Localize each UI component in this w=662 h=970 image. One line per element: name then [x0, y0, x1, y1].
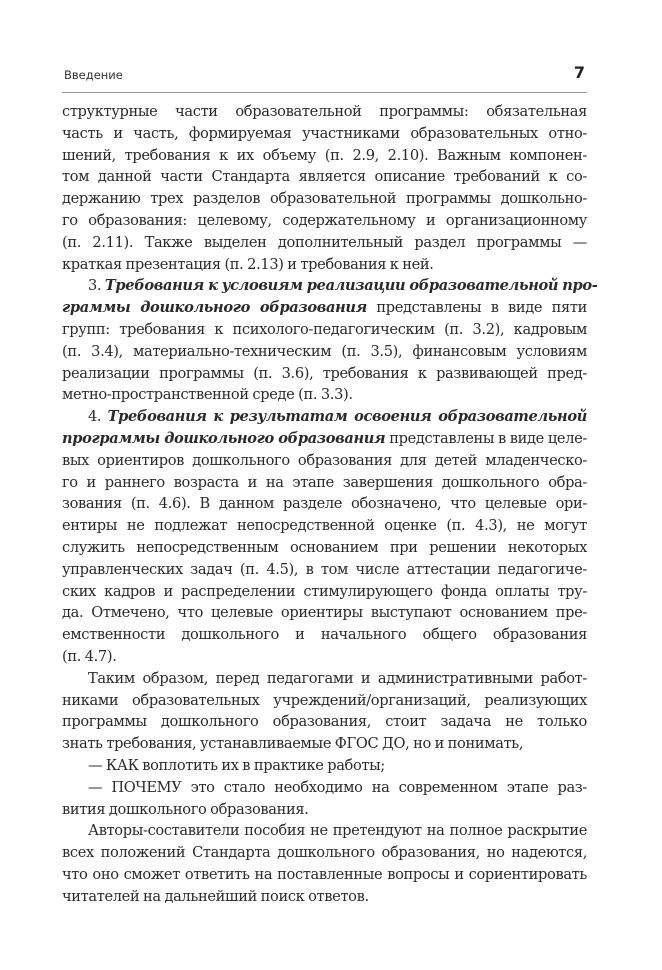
- text-line: [62, 711, 587, 733]
- text-segment: 3.: [88, 277, 105, 295]
- text-line: [62, 275, 598, 297]
- text-segment: емственности дошкольного и начального общего образования: [62, 626, 587, 644]
- text-line: [62, 472, 587, 494]
- text-segment: представлены в виде пяти: [366, 299, 587, 317]
- text-segment: групп: требования к психолого-педагогическим (п. 3.2), кадровым: [62, 320, 587, 338]
- emphasized-text: Требования к результатам освоения образовательной: [107, 408, 587, 426]
- text-line: [62, 297, 587, 319]
- text-line: [62, 493, 587, 515]
- text-segment: реализации программы (п. 3.6), требования к развивающей пред-: [62, 364, 587, 382]
- text-segment: том данной части Стандарта является описание требований к со-: [62, 168, 587, 186]
- text-segment: управленческих задач (п. 4.5), в том числе аттестации педагогиче-: [62, 560, 587, 578]
- text-line: [62, 777, 587, 799]
- text-segment: всех положений Стандарта дошкольного образования, но надеются,: [62, 844, 587, 862]
- text-segment: что оно сможет ответить на поставленные вопросы и сориентировать: [62, 865, 587, 883]
- text-segment: (п. 2.11). Также выделен дополнительный раздел программы —: [62, 233, 587, 251]
- text-segment: читателей на дальнейший поиск ответов.: [62, 887, 369, 905]
- text-line: [62, 755, 587, 777]
- text-line: [62, 101, 587, 123]
- text-segment: знать требования, устанавливаемые ФГОС ДО, но и понимать,: [62, 735, 524, 753]
- text-segment: программы дошкольного образования, стоит задача не только: [62, 713, 587, 731]
- page-number: 7: [573, 63, 585, 82]
- text-segment: служить непосредственным основанием при решении некоторых: [62, 538, 587, 556]
- text-line: [62, 602, 587, 624]
- text-line: [62, 450, 587, 472]
- text-segment: никами образовательных учреждений/организаций, реализующих: [62, 691, 587, 709]
- running-header: [62, 62, 587, 93]
- text-segment: вития дошкольного образования.: [62, 800, 309, 818]
- text-segment: краткая презентация (п. 2.13) и требования к ней.: [62, 255, 434, 273]
- text-segment: го и раннего возраста и на этапе завершения дошкольного обра-: [62, 473, 587, 491]
- text-line: [62, 384, 587, 406]
- text-segment: да. Отмечено, что целевые ориентиры выступают основанием пре-: [62, 604, 587, 622]
- text-line: [62, 515, 587, 537]
- text-segment: (п. 4.7).: [62, 647, 117, 665]
- text-line: [62, 188, 587, 210]
- text-line: [62, 537, 587, 559]
- text-line: [62, 145, 587, 167]
- text-segment: ских кадров и распределении стимулирующего фонда оплаты тру-: [62, 582, 587, 600]
- text-line: [62, 581, 587, 603]
- text-segment: (п. 3.4), материально-техническим (п. 3.5), финансовым условиям: [62, 342, 587, 360]
- text-line: [62, 559, 587, 581]
- text-segment: — КАК воплотить их в практике работы;: [88, 756, 385, 774]
- text-line: [62, 232, 587, 254]
- text-segment: часть и часть, формируемая участниками образовательных отно-: [62, 124, 587, 142]
- text-segment: 4.: [88, 408, 108, 426]
- text-line: [62, 799, 587, 821]
- text-line: [62, 319, 587, 341]
- text-line: [62, 210, 587, 232]
- text-segment: представлены в виде целе-: [385, 429, 587, 447]
- text-line: [62, 864, 587, 886]
- text-line: [62, 646, 587, 668]
- text-segment: структурные части образовательной программы: обязательная: [62, 103, 587, 120]
- text-segment: го образования: целевому, содержательному и организационному: [62, 211, 587, 229]
- section-title: Введение: [64, 68, 123, 82]
- text-line: [62, 690, 587, 712]
- body-text: [62, 101, 598, 907]
- text-line: [62, 733, 587, 755]
- text-line: [62, 363, 587, 385]
- text-segment: зования (п. 4.6). В данном разделе обозначено, что целевые ори-: [62, 495, 587, 513]
- text-segment: метно-пространственной среде (п. 3.3).: [62, 386, 353, 404]
- text-segment: вых ориентиров дошкольного образования для детей младенческо-: [62, 451, 587, 469]
- text-line: [62, 886, 587, 908]
- text-line: [62, 341, 587, 363]
- text-line: [62, 842, 587, 864]
- text-line: [62, 123, 587, 145]
- text-line: [62, 668, 587, 690]
- emphasized-text: граммы дошкольного образования: [62, 299, 367, 317]
- text-segment: ентиры не подлежат непосредственной оценке (п. 4.3), не могут: [62, 517, 587, 535]
- text-segment: Таким образом, перед педагогами и административными работ-: [88, 669, 587, 687]
- text-line: [62, 406, 587, 428]
- text-line: [62, 624, 587, 646]
- text-line: [62, 254, 587, 276]
- text-line: [62, 820, 587, 842]
- text-segment: — ПОЧЕМУ это стало необходимо на современном этапе раз-: [88, 778, 587, 796]
- text-segment: Авторы-составители пособия не претендуют на полное раскрытие: [88, 822, 587, 840]
- text-line: [62, 428, 587, 450]
- emphasized-text: Требования к условиям реализации образовательной про-: [104, 277, 598, 295]
- text-segment: держанию трех разделов образовательной программы дошкольно-: [62, 190, 587, 208]
- text-segment: шений, требования к их объему (п. 2.9, 2.10). Важным компонен-: [62, 146, 587, 164]
- text-line: [62, 166, 587, 188]
- emphasized-text: программы дошкольного образования: [62, 429, 386, 447]
